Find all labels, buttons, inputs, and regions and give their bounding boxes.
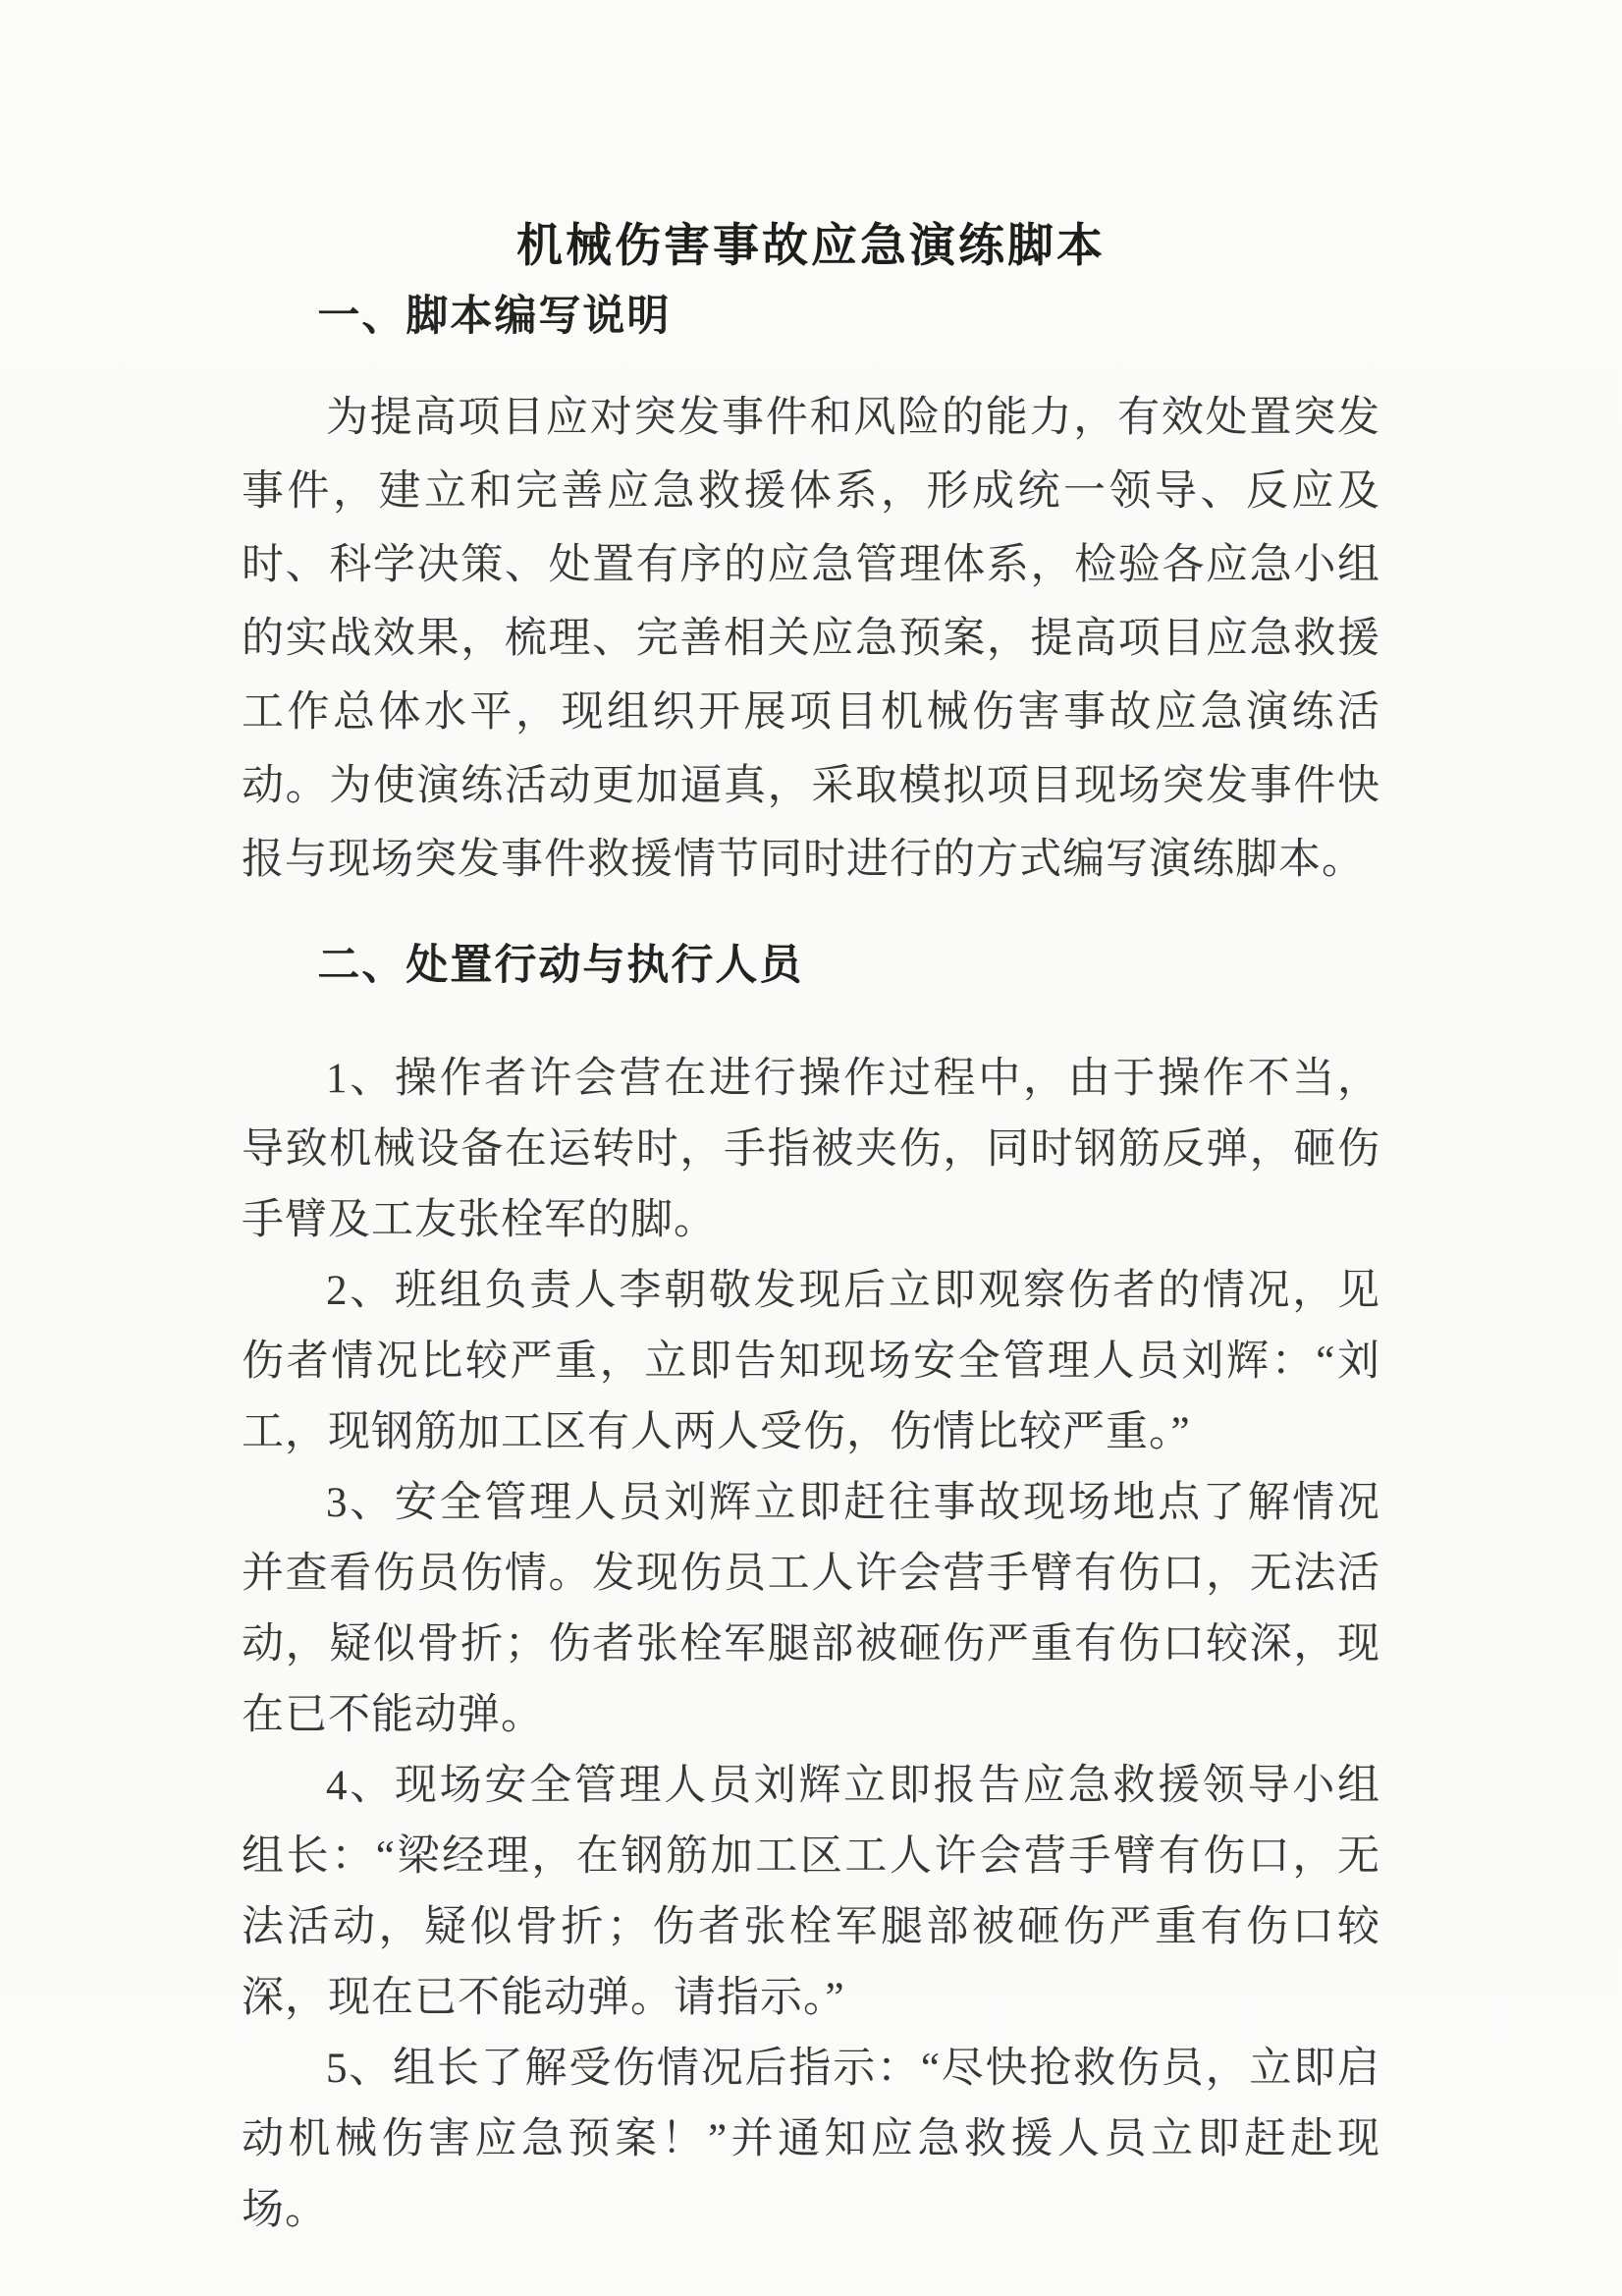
section-2-heading: 二、处置行动与执行人员 (317, 942, 804, 989)
step-paragraph-1: 1、操作者许会营在进行操作过程中，由于操作不当，导致机械设备在运转时，手指被夹伤，同时钢筋反弹，砸伤手臂及工友张栓军的脚。 (242, 1056, 1380, 1243)
step-paragraph-2: 2、班组负责人李朝敬发现后立即观察伤者的情况，见伤者情况比较严重，立即告知现场安全管理人员刘辉：“刘工，现钢筋加工区有人两人受伤，伤情比较严重。” (242, 1268, 1380, 1455)
section-1-paragraph: 为提高项目应对突发事件和风险的能力，有效处置突发事件，建立和完善应急救援体系，形成统一领导、反应及时、科学决策、处置有序的应急管理体系，检验各应急小组的实战效果，梳理、完善相关应急预案，提高项目应急救援工作总体水平，现组织开展项目机械伤害事故应急演练活动。为使演练活动更加逼真，采取模拟项目现场突发事件快报与现场突发事件救援情节同时进行的方式编写演练脚本。 (242, 395, 1380, 883)
document-content (242, 214, 1380, 2246)
step-paragraph-4: 4、现场安全管理人员刘辉立即报告应急救援领导小组组长：“梁经理，在钢筋加工区工人许会营手臂有伤口，无法活动，疑似骨折；伤者张栓军腿部被砸伤严重有伤口较深，现在已不能动弹。请指示。” (242, 1763, 1380, 2021)
step-paragraph-3: 3、安全管理人员刘辉立即赶往事故现场地点了解情况并查看伤员伤情。发现伤员工人许会营手臂有伤口，无法活动，疑似骨折；伤者张栓军腿部被砸伤严重有伤口较深，现在已不能动弹。 (242, 1480, 1380, 1738)
section-1-heading: 一、脚本编写说明 (317, 293, 672, 340)
step-list (242, 1044, 1380, 2246)
step-paragraph-5: 5、组长了解受伤情况后指示：“尽快抢救伤员，立即启动机械伤害应急预案！”并通知应急救援人员立即赶赴现场。 (242, 2046, 1380, 2233)
document-title: 机械伤害事故应急演练脚本 (516, 219, 1106, 271)
